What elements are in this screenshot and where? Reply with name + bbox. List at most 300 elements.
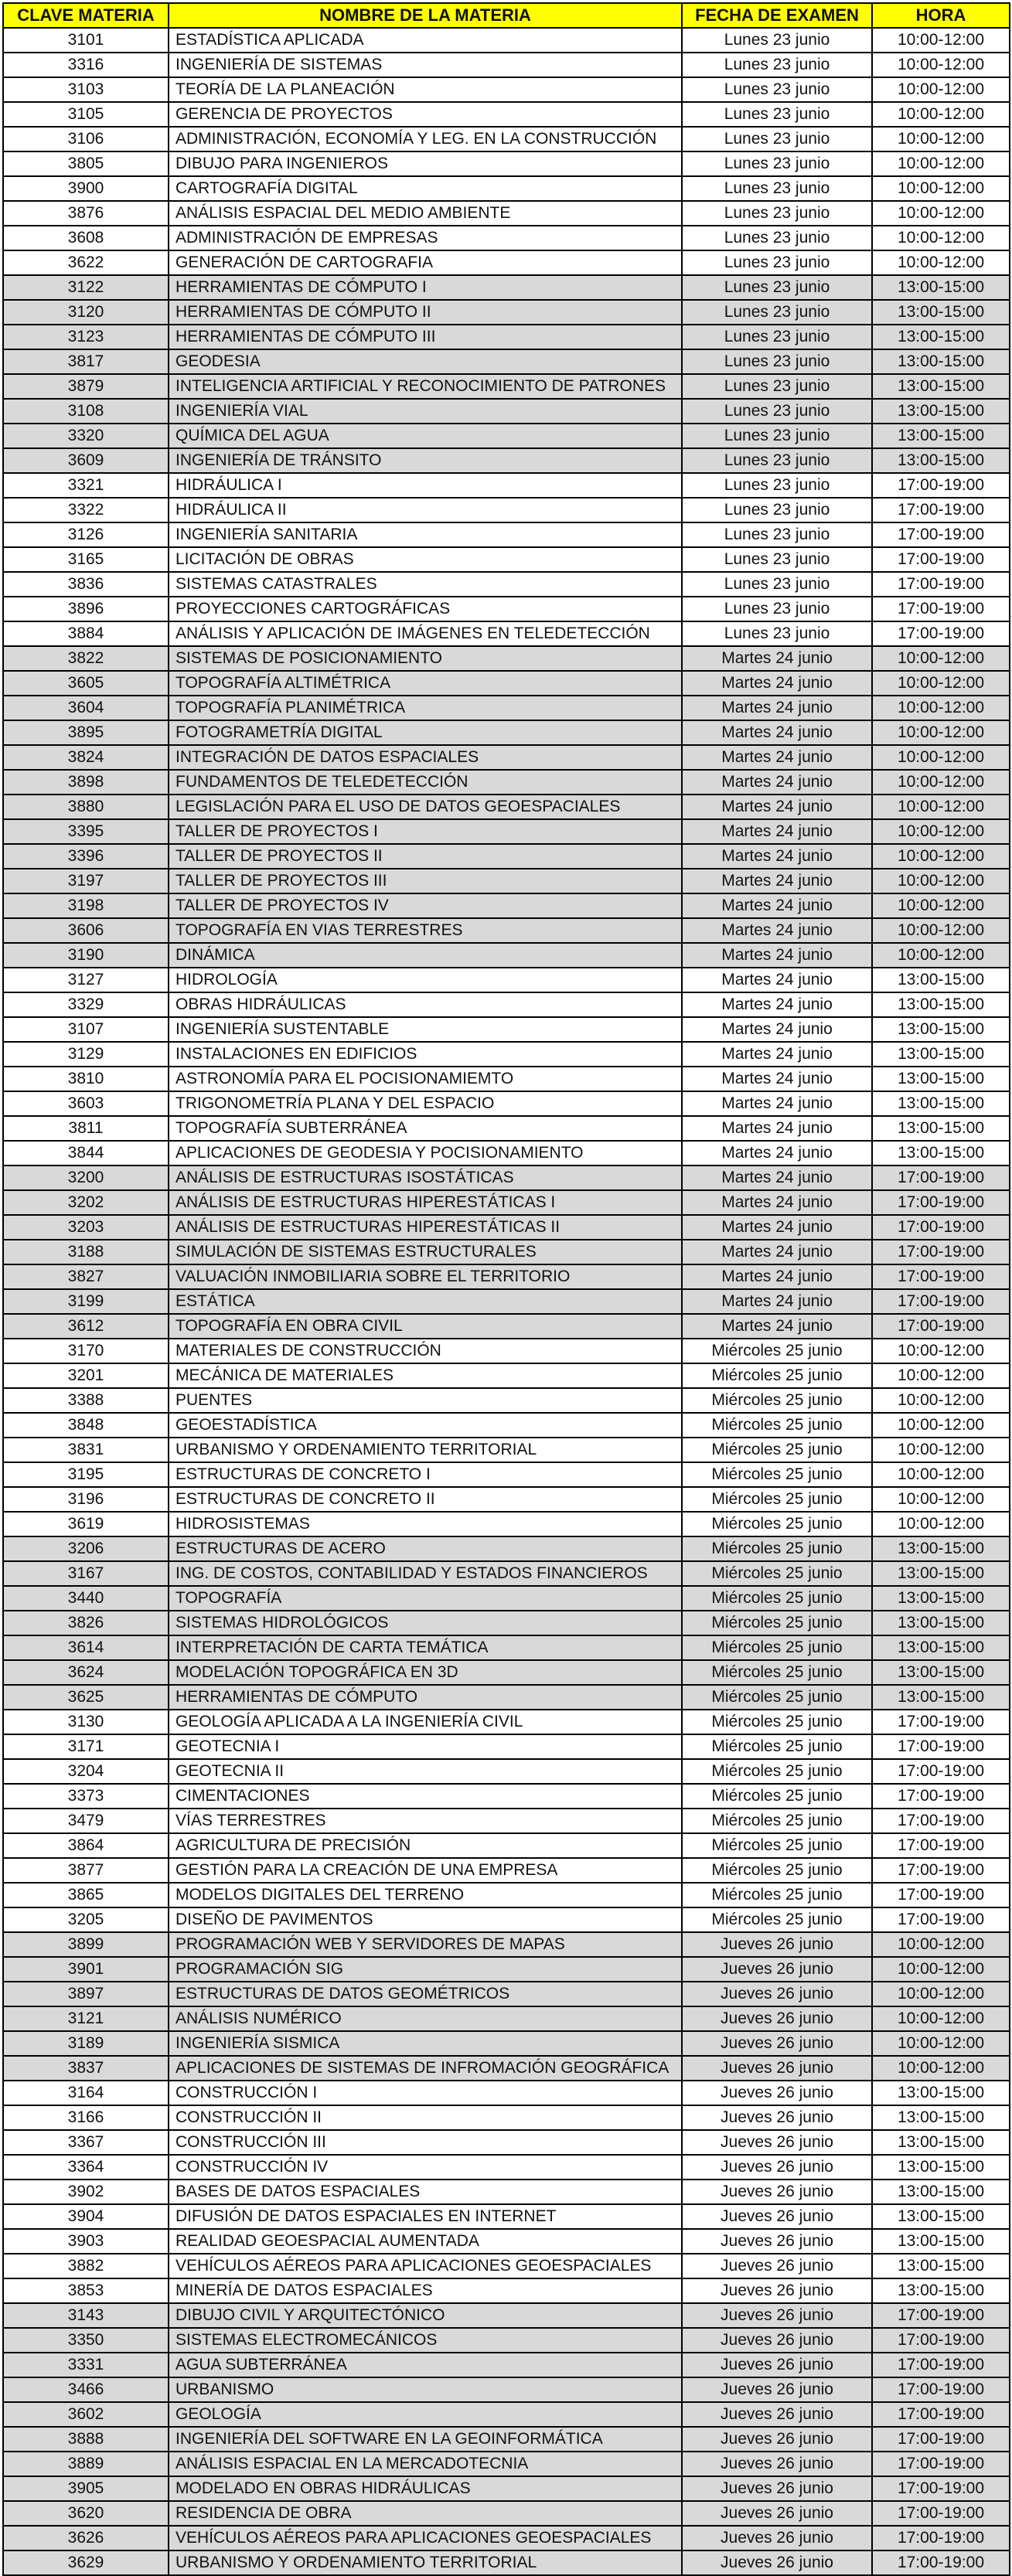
cell-fecha: Jueves 26 junio [682,2303,872,2328]
cell-nombre: ANÁLISIS ESPACIAL EN LA MERCADOTECNIA [169,2452,682,2476]
table-row [3,1883,1010,1907]
cell-hora: 17:00-19:00 [872,1784,1010,1809]
table-row [3,2377,1010,2402]
cell-hora: 10:00-12:00 [872,1388,1010,1413]
cell-nombre: ESTRUCTURAS DE CONCRETO II [169,1487,682,1512]
cell-nombre: HERRAMIENTAS DE CÓMPUTO II [169,300,682,325]
cell-fecha: Miércoles 25 junio [682,1833,872,1858]
cell-fecha: Martes 24 junio [682,1165,872,1190]
cell-clave: 3889 [3,2452,169,2476]
table-row [3,226,1010,250]
cell-nombre: FOTOGRAMETRÍA DIGITAL [169,720,682,745]
cell-hora: 10:00-12:00 [872,720,1010,745]
table-row [3,2130,1010,2155]
cell-clave: 3620 [3,2501,169,2526]
table-row [3,1042,1010,1067]
cell-nombre: LEGISLACIÓN PARA EL USO DE DATOS GEOESPACIALES [169,795,682,819]
cell-hora: 17:00-19:00 [872,498,1010,522]
cell-hora: 13:00-15:00 [872,2229,1010,2254]
cell-nombre: RESIDENCIA DE OBRA [169,2501,682,2526]
cell-fecha: Miércoles 25 junio [682,1536,872,1561]
cell-fecha: Miércoles 25 junio [682,1438,872,1462]
cell-clave: 3373 [3,1784,169,1809]
cell-hora: 10:00-12:00 [872,1438,1010,1462]
cell-nombre: PROYECCIONES CARTOGRÁFICAS [169,597,682,621]
table-row [3,127,1010,151]
cell-clave: 3884 [3,621,169,646]
cell-fecha: Jueves 26 junio [682,1982,872,2006]
cell-clave: 3827 [3,1264,169,1289]
cell-nombre: URBANISMO [169,2377,682,2402]
cell-clave: 3189 [3,2031,169,2056]
cell-fecha: Lunes 23 junio [682,77,872,102]
table-row [3,1784,1010,1809]
cell-nombre: ANÁLISIS DE ESTRUCTURAS HIPERESTÁTICAS I [169,1190,682,1215]
cell-nombre: QUÍMICA DEL AGUA [169,424,682,448]
cell-hora: 13:00-15:00 [872,424,1010,448]
cell-hora: 13:00-15:00 [872,2278,1010,2303]
cell-fecha: Martes 24 junio [682,671,872,696]
cell-hora: 17:00-19:00 [872,2303,1010,2328]
table-row [3,325,1010,349]
cell-nombre: INGENIERÍA DE SISTEMAS [169,53,682,77]
cell-hora: 10:00-12:00 [872,28,1010,53]
cell-nombre: INGENIERÍA DEL SOFTWARE EN LA GEOINFORMÁTICA [169,2427,682,2452]
cell-nombre: SISTEMAS ELECTROMECÁNICOS [169,2328,682,2353]
table-row [3,374,1010,399]
cell-clave: 3322 [3,498,169,522]
cell-nombre: ANÁLISIS DE ESTRUCTURAS ISOSTÁTICAS [169,1165,682,1190]
cell-clave: 3603 [3,1091,169,1116]
cell-clave: 3466 [3,2377,169,2402]
cell-fecha: Jueves 26 junio [682,2130,872,2155]
cell-clave: 3197 [3,869,169,893]
cell-clave: 3121 [3,2006,169,2031]
cell-hora: 13:00-15:00 [872,1091,1010,1116]
cell-nombre: ESTRUCTURAS DE DATOS GEOMÉTRICOS [169,1982,682,2006]
cell-fecha: Lunes 23 junio [682,349,872,374]
cell-clave: 3903 [3,2229,169,2254]
cell-nombre: ESTADÍSTICA APLICADA [169,28,682,53]
cell-nombre: MODELOS DIGITALES DEL TERRENO [169,1883,682,1907]
table-row [3,1932,1010,1957]
cell-fecha: Lunes 23 junio [682,547,872,572]
cell-fecha: Miércoles 25 junio [682,1363,872,1388]
cell-clave: 3614 [3,1635,169,1660]
cell-nombre: SISTEMAS HIDROLÓGICOS [169,1611,682,1635]
table-row [3,2353,1010,2377]
cell-nombre: HIDRÁULICA I [169,473,682,498]
cell-clave: 3602 [3,2402,169,2427]
cell-nombre: TEORÍA DE LA PLANEACIÓN [169,77,682,102]
cell-nombre: PUENTES [169,1388,682,1413]
cell-clave: 3604 [3,696,169,720]
cell-hora: 17:00-19:00 [872,1165,1010,1190]
exam-schedule-table [2,2,1010,2576]
cell-fecha: Lunes 23 junio [682,53,872,77]
cell-fecha: Miércoles 25 junio [682,1858,872,1883]
cell-fecha: Lunes 23 junio [682,127,872,151]
cell-fecha: Martes 24 junio [682,1067,872,1091]
cell-hora: 17:00-19:00 [872,2353,1010,2377]
table-row [3,2031,1010,2056]
cell-clave: 3876 [3,201,169,226]
table-row [3,1635,1010,1660]
cell-fecha: Martes 24 junio [682,1314,872,1339]
cell-hora: 17:00-19:00 [872,1240,1010,1264]
table-row [3,1438,1010,1462]
cell-nombre: ESTRUCTURAS DE CONCRETO I [169,1462,682,1487]
cell-clave: 3204 [3,1759,169,1784]
cell-hora: 10:00-12:00 [872,1462,1010,1487]
cell-fecha: Miércoles 25 junio [682,1710,872,1734]
cell-fecha: Martes 24 junio [682,1215,872,1240]
cell-hora: 10:00-12:00 [872,819,1010,844]
cell-nombre: CARTOGRAFÍA DIGITAL [169,176,682,201]
cell-hora: 13:00-15:00 [872,1685,1010,1710]
cell-clave: 3882 [3,2254,169,2278]
cell-fecha: Jueves 26 junio [682,2377,872,2402]
cell-nombre: PROGRAMACIÓN WEB Y SERVIDORES DE MAPAS [169,1932,682,1957]
cell-clave: 3122 [3,275,169,300]
cell-fecha: Jueves 26 junio [682,2328,872,2353]
cell-fecha: Martes 24 junio [682,1017,872,1042]
cell-clave: 3129 [3,1042,169,1067]
cell-fecha: Miércoles 25 junio [682,1388,872,1413]
table-row [3,1462,1010,1487]
cell-hora: 13:00-15:00 [872,1536,1010,1561]
cell-clave: 3897 [3,1982,169,2006]
cell-nombre: CONSTRUCCIÓN IV [169,2155,682,2180]
cell-fecha: Lunes 23 junio [682,597,872,621]
cell-nombre: HIDRÁULICA II [169,498,682,522]
cell-hora: 13:00-15:00 [872,325,1010,349]
cell-hora: 10:00-12:00 [872,1487,1010,1512]
cell-clave: 3896 [3,597,169,621]
cell-clave: 3396 [3,844,169,869]
cell-clave: 3822 [3,646,169,671]
cell-fecha: Miércoles 25 junio [682,1487,872,1512]
cell-clave: 3831 [3,1438,169,1462]
cell-fecha: Lunes 23 junio [682,498,872,522]
cell-hora: 17:00-19:00 [872,2550,1010,2575]
cell-fecha: Martes 24 junio [682,819,872,844]
cell-fecha: Miércoles 25 junio [682,1339,872,1363]
table-row [3,770,1010,795]
cell-hora: 17:00-19:00 [872,1907,1010,1932]
cell-hora: 10:00-12:00 [872,1512,1010,1536]
cell-nombre: VEHÍCULOS AÉREOS PARA APLICACIONES GEOESPACIALES [169,2526,682,2550]
cell-fecha: Lunes 23 junio [682,151,872,176]
cell-fecha: Jueves 26 junio [682,2550,872,2575]
cell-clave: 3105 [3,102,169,127]
cell-clave: 3108 [3,399,169,424]
cell-clave: 3126 [3,522,169,547]
cell-hora: 13:00-15:00 [872,2180,1010,2204]
cell-fecha: Miércoles 25 junio [682,1660,872,1685]
cell-fecha: Martes 24 junio [682,1091,872,1116]
table-row [3,2155,1010,2180]
cell-clave: 3198 [3,893,169,918]
cell-clave: 3902 [3,2180,169,2204]
cell-fecha: Martes 24 junio [682,968,872,992]
cell-fecha: Jueves 26 junio [682,2105,872,2130]
cell-fecha: Lunes 23 junio [682,399,872,424]
cell-clave: 3206 [3,1536,169,1561]
cell-fecha: Jueves 26 junio [682,2452,872,2476]
cell-fecha: Martes 24 junio [682,1289,872,1314]
cell-nombre: TOPOGRAFÍA EN OBRA CIVIL [169,1314,682,1339]
table-row [3,1240,1010,1264]
cell-clave: 3853 [3,2278,169,2303]
cell-clave: 3629 [3,2550,169,2575]
cell-clave: 3901 [3,1957,169,1982]
cell-hora: 13:00-15:00 [872,1635,1010,1660]
cell-clave: 3107 [3,1017,169,1042]
cell-clave: 3170 [3,1339,169,1363]
cell-clave: 3622 [3,250,169,275]
cell-nombre: DIBUJO PARA INGENIEROS [169,151,682,176]
cell-nombre: ING. DE COSTOS, CONTABILIDAD Y ESTADOS FINANCIEROS [169,1561,682,1586]
cell-fecha: Jueves 26 junio [682,2180,872,2204]
cell-fecha: Lunes 23 junio [682,250,872,275]
cell-nombre: MECÁNICA DE MATERIALES [169,1363,682,1388]
table-row [3,1759,1010,1784]
cell-hora: 17:00-19:00 [872,1809,1010,1833]
cell-nombre: CIMENTACIONES [169,1784,682,1809]
cell-fecha: Jueves 26 junio [682,2031,872,2056]
cell-fecha: Jueves 26 junio [682,2278,872,2303]
table-row [3,201,1010,226]
cell-hora: 17:00-19:00 [872,621,1010,646]
header-nombre: NOMBRE DE LA MATERIA [169,3,682,28]
cell-nombre: GENERACIÓN DE CARTOGRAFIA [169,250,682,275]
table-row [3,1957,1010,1982]
cell-nombre: REALIDAD GEOESPACIAL AUMENTADA [169,2229,682,2254]
cell-fecha: Martes 24 junio [682,1042,872,1067]
cell-clave: 3395 [3,819,169,844]
cell-fecha: Lunes 23 junio [682,300,872,325]
cell-hora: 17:00-19:00 [872,1314,1010,1339]
cell-hora: 10:00-12:00 [872,53,1010,77]
table-row [3,547,1010,572]
table-row [3,250,1010,275]
table-row [3,671,1010,696]
cell-nombre: VALUACIÓN INMOBILIARIA SOBRE EL TERRITORIO [169,1264,682,1289]
table-row [3,448,1010,473]
table-row [3,1487,1010,1512]
cell-fecha: Martes 24 junio [682,696,872,720]
table-row [3,399,1010,424]
cell-nombre: DINÁMICA [169,943,682,968]
cell-nombre: INGENIERÍA VIAL [169,399,682,424]
cell-clave: 3166 [3,2105,169,2130]
table-row [3,646,1010,671]
cell-nombre: GEODESIA [169,349,682,374]
cell-nombre: APLICACIONES DE SISTEMAS DE INFROMACIÓN GEOGRÁFICA [169,2056,682,2081]
table-row [3,1858,1010,1883]
table-row [3,943,1010,968]
table-body [3,28,1010,2575]
cell-hora: 10:00-12:00 [872,844,1010,869]
cell-nombre: VÍAS TERRESTRES [169,1809,682,1833]
cell-clave: 3106 [3,127,169,151]
cell-clave: 3848 [3,1413,169,1438]
cell-clave: 3364 [3,2155,169,2180]
cell-clave: 3877 [3,1858,169,1883]
table-row [3,1512,1010,1536]
cell-nombre: SIMULACIÓN DE SISTEMAS ESTRUCTURALES [169,1240,682,1264]
cell-hora: 10:00-12:00 [872,1363,1010,1388]
cell-hora: 13:00-15:00 [872,1660,1010,1685]
table-row [3,745,1010,770]
cell-fecha: Miércoles 25 junio [682,1685,872,1710]
cell-hora: 17:00-19:00 [872,547,1010,572]
cell-hora: 13:00-15:00 [872,968,1010,992]
cell-fecha: Martes 24 junio [682,795,872,819]
cell-hora: 17:00-19:00 [872,1190,1010,1215]
cell-hora: 13:00-15:00 [872,300,1010,325]
cell-hora: 10:00-12:00 [872,250,1010,275]
cell-clave: 3103 [3,77,169,102]
cell-hora: 17:00-19:00 [872,572,1010,597]
table-row [3,1363,1010,1388]
table-row [3,1264,1010,1289]
cell-nombre: ESTÁTICA [169,1289,682,1314]
table-row [3,893,1010,918]
cell-nombre: ASTRONOMÍA PARA EL POCISIONAMIEMTO [169,1067,682,1091]
table-row [3,795,1010,819]
table-row [3,2303,1010,2328]
cell-fecha: Martes 24 junio [682,918,872,943]
table-row [3,1809,1010,1833]
cell-clave: 3900 [3,176,169,201]
table-row [3,1982,1010,2006]
cell-clave: 3329 [3,992,169,1017]
cell-fecha: Miércoles 25 junio [682,1784,872,1809]
cell-clave: 3624 [3,1660,169,1685]
cell-nombre: TALLER DE PROYECTOS II [169,844,682,869]
cell-hora: 17:00-19:00 [872,1734,1010,1759]
cell-nombre: SISTEMAS DE POSICIONAMIENTO [169,646,682,671]
cell-hora: 13:00-15:00 [872,399,1010,424]
cell-clave: 3888 [3,2427,169,2452]
cell-clave: 3479 [3,1809,169,1833]
cell-hora: 17:00-19:00 [872,1710,1010,1734]
cell-clave: 3440 [3,1586,169,1611]
cell-hora: 13:00-15:00 [872,1042,1010,1067]
cell-nombre: DIFUSIÓN DE DATOS ESPACIALES EN INTERNET [169,2204,682,2229]
cell-nombre: INTEGRACIÓN DE DATOS ESPACIALES [169,745,682,770]
cell-hora: 13:00-15:00 [872,349,1010,374]
cell-fecha: Jueves 26 junio [682,2501,872,2526]
cell-hora: 10:00-12:00 [872,176,1010,201]
table-row [3,1141,1010,1165]
cell-nombre: GEOTECNIA II [169,1759,682,1784]
cell-clave: 3196 [3,1487,169,1512]
cell-clave: 3205 [3,1907,169,1932]
cell-fecha: Martes 24 junio [682,844,872,869]
table-row [3,53,1010,77]
cell-hora: 17:00-19:00 [872,1289,1010,1314]
cell-fecha: Martes 24 junio [682,1240,872,1264]
cell-clave: 3905 [3,2476,169,2501]
cell-hora: 13:00-15:00 [872,374,1010,399]
table-row [3,1734,1010,1759]
cell-hora: 17:00-19:00 [872,473,1010,498]
table-row [3,992,1010,1017]
cell-fecha: Lunes 23 junio [682,226,872,250]
table-row [3,1586,1010,1611]
cell-nombre: INTELIGENCIA ARTIFICIAL Y RECONOCIMIENTO DE PATRONES [169,374,682,399]
cell-clave: 3367 [3,2130,169,2155]
cell-nombre: TOPOGRAFÍA EN VIAS TERRESTRES [169,918,682,943]
cell-fecha: Miércoles 25 junio [682,1759,872,1784]
cell-fecha: Jueves 26 junio [682,2254,872,2278]
table-row [3,2328,1010,2353]
cell-fecha: Jueves 26 junio [682,2204,872,2229]
cell-fecha: Martes 24 junio [682,720,872,745]
cell-hora: 10:00-12:00 [872,745,1010,770]
cell-clave: 3350 [3,2328,169,2353]
cell-fecha: Jueves 26 junio [682,2081,872,2105]
table-row [3,968,1010,992]
cell-fecha: Lunes 23 junio [682,176,872,201]
cell-fecha: Lunes 23 junio [682,374,872,399]
cell-clave: 3608 [3,226,169,250]
cell-nombre: HIDROLOGÍA [169,968,682,992]
table-row [3,1116,1010,1141]
cell-hora: 17:00-19:00 [872,2526,1010,2550]
cell-nombre: TOPOGRAFÍA SUBTERRÁNEA [169,1116,682,1141]
table-row [3,1413,1010,1438]
cell-hora: 13:00-15:00 [872,2254,1010,2278]
cell-clave: 3199 [3,1289,169,1314]
cell-clave: 3123 [3,325,169,349]
cell-hora: 17:00-19:00 [872,522,1010,547]
cell-fecha: Martes 24 junio [682,1264,872,1289]
table-row [3,918,1010,943]
cell-hora: 10:00-12:00 [872,943,1010,968]
cell-fecha: Lunes 23 junio [682,473,872,498]
header-hora: HORA [872,3,1010,28]
cell-fecha: Martes 24 junio [682,943,872,968]
cell-fecha: Lunes 23 junio [682,102,872,127]
cell-fecha: Lunes 23 junio [682,448,872,473]
cell-fecha: Lunes 23 junio [682,325,872,349]
cell-fecha: Jueves 26 junio [682,2006,872,2031]
cell-hora: 10:00-12:00 [872,1957,1010,1982]
cell-clave: 3612 [3,1314,169,1339]
cell-hora: 10:00-12:00 [872,918,1010,943]
cell-hora: 13:00-15:00 [872,1611,1010,1635]
cell-nombre: HIDROSISTEMAS [169,1512,682,1536]
table-row [3,498,1010,522]
cell-clave: 3188 [3,1240,169,1264]
cell-fecha: Lunes 23 junio [682,28,872,53]
cell-clave: 3171 [3,1734,169,1759]
cell-nombre: ANÁLISIS DE ESTRUCTURAS HIPERESTÁTICAS II [169,1215,682,1240]
table-row [3,2229,1010,2254]
cell-hora: 13:00-15:00 [872,1017,1010,1042]
cell-hora: 13:00-15:00 [872,1586,1010,1611]
cell-nombre: ADMINISTRACIÓN, ECONOMÍA Y LEG. EN LA CONSTRUCCIÓN [169,127,682,151]
table-row [3,2105,1010,2130]
cell-nombre: MODELACIÓN TOPOGRÁFICA EN 3D [169,1660,682,1685]
cell-fecha: Lunes 23 junio [682,572,872,597]
cell-hora: 10:00-12:00 [872,795,1010,819]
table-row [3,77,1010,102]
